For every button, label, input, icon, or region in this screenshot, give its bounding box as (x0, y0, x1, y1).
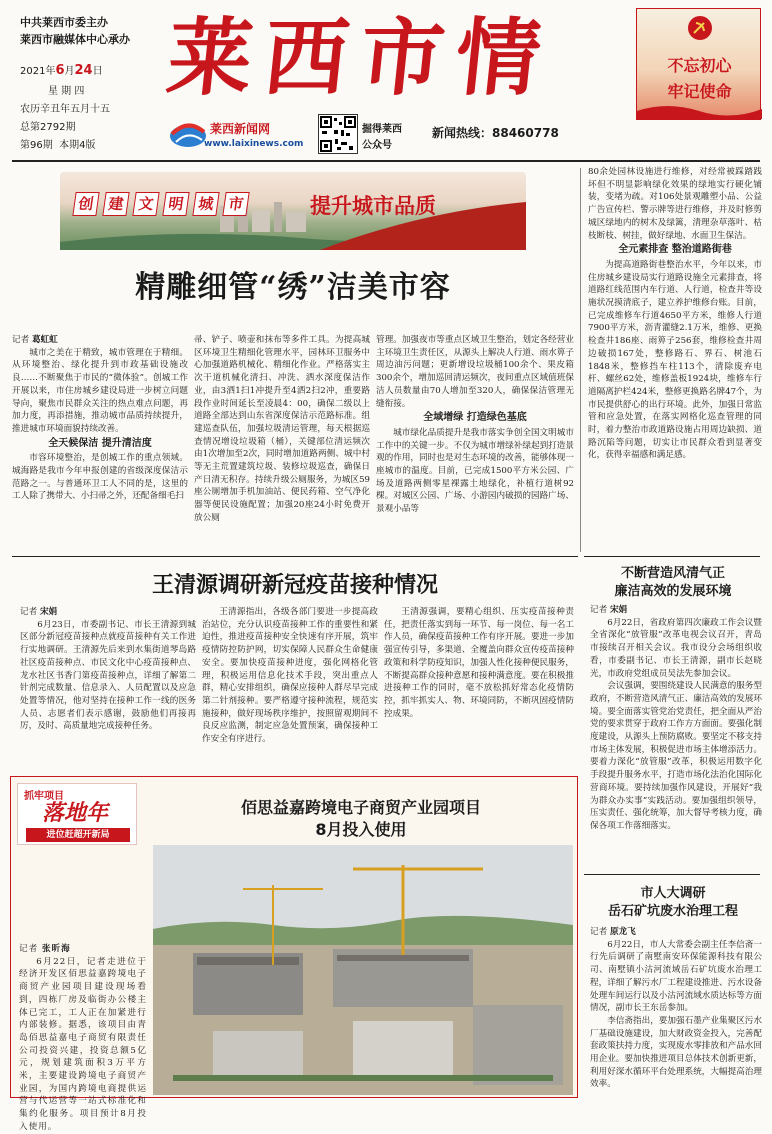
news-hotline: 新闻热线：88460778 (432, 126, 559, 140)
date-day: 24 (74, 63, 93, 78)
date-month: 6 (55, 63, 65, 78)
issue-number: 第96期 (20, 140, 53, 151)
banner-char: 创 (72, 192, 99, 216)
byline-author: 宋娟 (39, 607, 58, 617)
byline-label: 记者 (19, 944, 39, 954)
flag-ribbon-icon (637, 99, 762, 119)
article4-body (590, 926, 762, 1098)
paragraph: 6月22日，省政府第四次廉政工作会议暨全省深化“放管服”改革电视会议召开，青岛市接续召开相关会议。我市设分会场组织收看，市委副书记、市长王清源，副市长赵晓光，市政府党组成员吴法先参加会议。 (590, 617, 762, 679)
byline-label: 记者 (12, 335, 30, 345)
paragraph: 王清源强调，要精心组织、压实疫苗接种责任，把责任落实到每一环节、每一岗位、每一名工作人员，确保疫苗接种工作有序开展。要进一步加强宣传引导，多渠道、全覆盖向群众宣传疫苗接种政策和科学防疫知识，加强人性化接种便民服务，不断提高群众接种意愿和接种满意度。要在积极推进接种工作的同时，毫不放松抓好常态化疫情防控，抓牢抓实人、物、环境同防，不断巩固疫情防控成果。 (384, 607, 574, 719)
paragraph: 管理。加强夜市等重点区域卫生整治，划定各经营业主环境卫生责任区，从源头上解决人行道、雨水箅子周边油污问题；更新增设垃圾桶100余个、果皮箱300余个，增加巡回清运频次，夜间重点区域值班保洁人员数量由70人增加至320人，确保保洁管理无缝衔接。 (376, 335, 574, 409)
article3-body (590, 604, 762, 872)
banner-char: 城 (192, 192, 219, 216)
banner-char: 市 (222, 192, 249, 216)
slogan-line-2: 牢记使命 (667, 82, 732, 101)
article5-body (19, 943, 147, 1132)
byline-label: 记者 (20, 607, 38, 617)
party-emblem-icon (687, 15, 713, 41)
section-rule (584, 874, 760, 875)
paragraph: 80余处园林设施进行维修，对经常被踩踏践坏但不明显影响绿化效果的绿地实行硬化铺装，变堵为疏。对106处景观雕塑小品、公益广告宣传栏、警示牌等进行维修，并及时修剪城区绿地内的树木及绿篱，清理杂草落叶、枯枝断枝、树挂，做好绿地、水面卫生保洁。 (588, 167, 762, 241)
sponsor-line-2: 莱西市融媒体中心承办 (20, 33, 130, 46)
paragraph: 帚、铲子、喷壶和抹布等多件工具。为提高城区环境卫生精细化管理水平，园林环卫服务中心加强道路机械化、精细化作业。严格落实主次干道机械化清扫、冲洗、洒水深度保洁作业，由3洒1扫1冲提升至4洒2扫2冲，重要路段作业时间延长至凌晨4：00，确保二级以上道路全部达到山东省深度保洁示范路标准。组建巡查队伍，加强垃圾清运管理，每天根据巡查情况增设垃圾箱（桶），关键部位清运频次由1次增加至2次，同时增加道路两侧、城中村等无主荒置建筑垃圾、装修垃圾巡查，确保日产日清无积存。持续升级公厕服务，为城区59座公厕增加手机加油站、便民药箱、空气净化器等便民设施配置；加强20座24小时免费开放公厕 (194, 335, 370, 523)
banner-char: 明 (162, 192, 189, 216)
paragraph: 会议强调，要围绕建设人民满意的服务型政府，不断营造风清气正、廉洁高效的发展环境。要全面落实管党治党责任，把全面从严治党的要求贯穿于政府工作方方面面。要强化制度建设，从源头上预防腐败。要坚定不移支持市场主体发展，积极促进市场主体增添活力。要着力深化“放管服”改革，积极运用数字化手段提升服务水平，打造市场化法治化国际化营商环境。要持续加强作风建设，开展好“我为群众办实事”实践活动。要加强组织领导，压实责任、强化统筹，加大督导考核力度，确保各项工作落细落实。 (590, 681, 762, 831)
paragraph: 为提高道路街巷整治水平，今年以来，市住房城乡建设局实行道路设施全元素排查，将道路红线范围内车行道、人行道，检查井等设施状况摸清底子，建立养护维修台账。目前，已完成维修车行道4650平方米，维修人行道7900平方米，沥青灌缝2.1万米，维修、更换检查井186座、雨箅子256套，维修检查井周边破损167处，整修路石、界石、树池石1848米，整修挡车柱113个，清除废弃电杆、螺丝62处，维修盖板1924块，维修车行道隔离护栏424米，整修更换路名牌47个，为市民提供舒心的出行环境。此外，加强日常监管和应急处置，在落实网格化巡查管理的同时，着力整治市政道路设施占用周边缺损、道路沉陷等问题，切实让市民群众看到显著变化，获得幸福感和满足感。 (588, 259, 762, 461)
article5-headline-2: 8月投入使用 (315, 820, 407, 839)
qr-caption-1: 掘得莱西 (362, 124, 402, 135)
article1-col1 (12, 334, 188, 554)
total-issue: 总第2792期 (20, 122, 76, 133)
paragraph: 城市绿化品质提升是我市落实争创全国文明城市工作中的关键一步。不仅为城市增绿补绿起到打造景观的作用，同时也是对生态环境的改善，能够体现一座城市的温度。目前，已完成1500平方米公园、广场及道路两侧零星裸露土地绿化，补植行道树92棵。对城区公园、广场、小游园内破损的园路广场、景观小品等 (376, 427, 574, 515)
article5-box (10, 776, 578, 1132)
project-tag-main: 落地年 (42, 800, 109, 826)
article5-headline-1: 佰思益嘉跨境电子商贸产业园项目 (240, 798, 481, 817)
paragraph: 城市之美在于精致，城市管理在于精细。从环境整治、绿化提升到市政基础设施改良……不断聚焦于市民的“微体验”。创城工作开展以来，市住房城乡建设局进一步树立问题导向，聚焦市民群众关注的热点难点问题，再加力度，再添措施，推动城市品质持续提升，推进城市环境面貌持续改善。 (12, 347, 188, 434)
banner-char: 文 (132, 192, 159, 216)
article3-headline-1: 不断营造风清气正 (620, 566, 725, 581)
edition-count: 本期4版 (59, 140, 96, 151)
qr-code-icon (319, 115, 357, 153)
article3-byline (590, 604, 762, 617)
article4-headline-1: 市人大调研 (640, 886, 706, 901)
section-rule (584, 556, 760, 557)
newspaper-title: 莱西市情 (162, 8, 558, 107)
column-divider (580, 168, 581, 552)
project-tag (17, 783, 137, 845)
issue-date (20, 62, 103, 78)
qr-code[interactable] (318, 114, 358, 154)
site-name: 莱西新闻网 (210, 122, 271, 136)
paragraph: 6月22日，记者走进位于经济开发区佰思益嘉跨境电子商贸产业园项目建设现场看到，四栋厂房及临街办公楼主体已完工，工人正在加紧进行内部装修。据悉，该项目由青岛佰思益嘉电子商贸有限责任公司投资兴建，投资总额5亿元，规划建筑面积3万平方米，主要建设跨境电子商贸产业园，为国内跨境电商提供运营与代运营等一站式标准化和集约化服务。项目预计8月投入使用。 (19, 956, 147, 1132)
article5-byline (19, 943, 147, 956)
site-url[interactable]: www.laixinews.com (204, 139, 304, 149)
issue-edition (20, 136, 95, 151)
site-logo-icon (168, 116, 208, 152)
article3-headline-2: 廉洁高效的发展环境 (614, 584, 732, 599)
article2-headline: 王清源调研新冠疫苗接种情况 (151, 573, 438, 598)
city-banner (60, 172, 526, 250)
paragraph: 王清源指出，各级各部门要进一步提高政治站位，充分认识疫苗接种工作的重要性和紧迫性，推进疫苗接种安全快速有序开展，筑牢疫情防控防护网，切实保障人民群众生命健康安全。要加快疫苗接种进度，强化网格化管理，积极运用信息化技术手段，突出重点人群，精心安排组织，确保应接种人群尽早完成第二针剂接种。要严格遵守接种流程，规范实施接种，做好现场秩序维护，按照留观期间不良反应监测，制定应急处置预案，确保接种工作安全有序进行。 (202, 607, 378, 745)
article4-headline-2: 岳石矿坑废水治理工程 (607, 904, 738, 919)
paragraph: 李信斋指出，要加强石墨产业集聚区污水厂基础设施建设，加大财政资金投入，完善配套政策扶持力度，实现废水零排放和产品水回用企业。要加快推进项目总体技术创新更新，利用好深水循环平台处理系统，大幅提高治理效率。 (590, 1015, 762, 1090)
masthead-rule (12, 160, 760, 162)
masthead (0, 0, 772, 160)
article2-col1 (20, 606, 196, 772)
weekday: 星 期 四 (48, 86, 85, 97)
article4-byline (590, 926, 762, 939)
section-subheading: 全域增绿 打造绿色基底 (423, 412, 527, 424)
article2-col2 (202, 606, 378, 772)
sponsor-line-1: 中共莱西市委主办 (20, 16, 108, 29)
byline-author: 宋娟 (609, 605, 628, 615)
article1-col3 (376, 334, 574, 554)
article1-byline (12, 334, 188, 347)
construction-photo-image (153, 845, 573, 1095)
qr-caption-2: 公众号 (362, 140, 392, 151)
article1-col4 (588, 166, 762, 550)
article1-col2 (194, 334, 370, 554)
section-rule (12, 556, 578, 557)
banner-subtitle: 提升城市品质 (310, 193, 436, 218)
section-subheading: 全元素排查 整治道路街巷 (618, 244, 732, 256)
article2-byline (20, 606, 196, 619)
byline-author: 葛虹虹 (31, 335, 58, 345)
byline-author: 原龙飞 (609, 927, 636, 937)
byline-label: 记者 (590, 927, 608, 937)
date-day-suffix: 日 (92, 66, 103, 77)
byline-author: 张昕海 (41, 944, 71, 954)
slogan-box (636, 8, 761, 120)
lunar-date: 农历辛丑年五月十五 (20, 104, 110, 115)
paragraph: 市容环境整治，是创城工作的重点领域。城海路是我市今年申报创建的省级深度保洁示范路之一。与普通环卫工人不同的是，这里的工人除了携带大、小扫帚之外，还配备细毛扫 (12, 453, 188, 502)
paragraph: 6月23日，市委副书记、市长王清源到城区部分新冠疫苗接种点就疫苗接种有关工作进行实地调研。王清源先后来到水集街道琴岛路社区疫苗接种点、市民文化中心疫苗接种点、龙水社区书香门第疫苗接种点，详细了解第二针剂完成数量、信息录入、人员配置以及应急处置等情况，他对坚持在接种工作一线的医务人员、志愿者们表示感谢，鼓励他们再接再厉，及时、高质量地完成接种任务。 (20, 619, 196, 732)
byline-label: 记者 (590, 605, 608, 615)
section-subheading: 全天候保洁 提升清洁度 (48, 437, 152, 449)
paragraph: 6月22日，市人大常委会副主任李信斋一行先后调研了南墅南安环保能源科技有限公司、南墅镇小沽河流域岳石矿坑废水治理工程，详细了解污水厂工程建设推进、污水设备处理车间运行以及小沽河流域水质达标等方面情况，副市长王东岳参加。 (590, 939, 762, 1014)
article2-col3 (384, 606, 574, 772)
construction-photo (153, 845, 573, 1095)
banner-chars (74, 192, 248, 216)
article1-headline: 精雕细管“绣”洁美市容 (135, 270, 451, 305)
banner-char: 建 (102, 192, 129, 216)
project-tag-top: 抓牢项目 (24, 791, 64, 802)
site-logo (168, 114, 303, 154)
date-month-suffix: 月 (64, 66, 75, 77)
date-year: 2021年 (20, 66, 56, 77)
slogan-line-1: 不忘初心 (667, 56, 732, 75)
project-tag-bottom: 进位赶超开新局 (26, 828, 130, 842)
